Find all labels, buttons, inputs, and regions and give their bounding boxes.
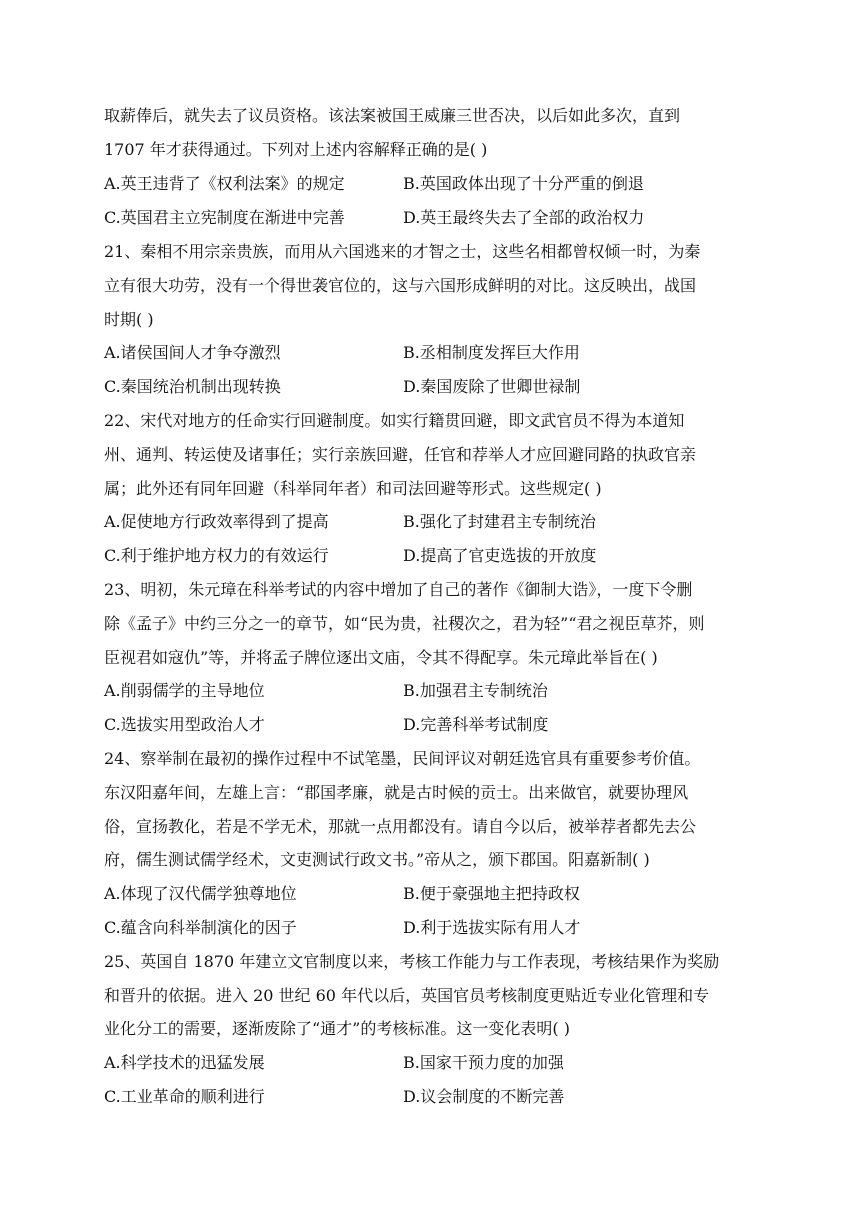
q23-option-b: B.加强君主专制统治 (403, 681, 548, 700)
q20-option-b: B.英国政体出现了十分严重的倒退 (403, 174, 644, 193)
q20-option-d: D.英王最终失去了全部的政治权力 (403, 208, 645, 227)
q21-text-line-3: 时期( ) (104, 310, 154, 329)
q24-option-b: B.便于豪强地主把持政权 (403, 884, 580, 903)
q21-option-b: B.丞相制度发挥巨大作用 (403, 343, 580, 362)
q21-option-c: C.秦国统治机制出现转换 (104, 377, 281, 396)
q23-text-line-3: 臣视君如寇仇”等，并将孟子牌位逐出文庙，令其不得配享。朱元璋此举旨在( ) (104, 648, 658, 667)
q25-text-line-3: 业化分工的需要，逐渐废除了“通才”的考核标准。这一变化表明( ) (104, 1019, 570, 1038)
q21-option-d: D.秦国废除了世卿世禄制 (403, 377, 581, 396)
q24-option-c: C.蕴含向科举制演化的因子 (104, 918, 297, 937)
q21-text-line-2: 立有很大功劳，没有一个得世袭官位的，这与六国形成鲜明的对比。这反映出，战国 (104, 276, 697, 295)
q20-option-a: A.英王违背了《权利法案》的规定 (104, 174, 345, 193)
q24-option-a: A.体现了汉代儒学独尊地位 (104, 884, 297, 903)
q24-text-line-4: 府，儒生测试儒学经术，文吏测试行政文书。”帝从之，颁下郡国。阳嘉新制( ) (104, 850, 650, 869)
q24-text-line-2: 东汉阳嘉年间，左雄上言：“郡国孝廉，就是古时候的贡士。出来做官，就要协理风 (104, 783, 689, 802)
q22-text-line-1: 22、宋代对地方的任命实行回避制度。如实行籍贯回避，即文武官员不得为本道知 (104, 411, 685, 430)
q20-option-c: C.英国君主立宪制度在渐进中完善 (104, 208, 345, 227)
q22-option-b: B.强化了封建君主专制统治 (403, 512, 596, 531)
q23-option-c: C.选拔实用型政治人才 (104, 715, 265, 734)
q21-option-a: A.诸侯国间人才争夺激烈 (104, 343, 281, 362)
q23-option-d: D.完善科举考试制度 (403, 715, 549, 734)
q24-option-d: D.利于选拔实际有用人才 (403, 918, 581, 937)
q23-text-line-1: 23、明初，朱元璋在科举考试的内容中增加了自己的著作《御制大诰》，一度下令删 (104, 580, 693, 599)
q22-text-line-2: 州、通判、转运使及诸事任；实行亲族回避，任官和荐举人才应回避同路的执政官亲 (104, 445, 697, 464)
q25-text-line-2: 和晋升的依据。进入 20 世纪 60 年代以后，英国官员考核制度更贴近专业化管理和专 (104, 986, 710, 1005)
q23-option-a: A.削弱儒学的主导地位 (104, 681, 265, 700)
q25-option-d: D.议会制度的不断完善 (403, 1087, 565, 1106)
q24-text-line-3: 俗，宣扬教化，若是不学无术，那就一点用都没有。请自今以后，被举荐者都先去公 (104, 817, 697, 836)
q25-option-b: B.国家干预力度的加强 (403, 1053, 564, 1072)
q22-option-d: D.提高了官吏选拔的开放度 (403, 546, 597, 565)
q20-text-line-3: 1707 年才获得通过。下列对上述内容解释正确的是( ) (104, 140, 488, 159)
q25-text-line-1: 25、英国自 1870 年建立文官制度以来，考核工作能力与工作表现，考核结果作为奖励 (104, 952, 720, 971)
q23-text-line-2: 除《孟子》中约三分之一的章节，如“民为贵，社稷次之，君为轻”“君之视臣草芥，则 (104, 614, 705, 633)
q25-option-a: A.科学技术的迅猛发展 (104, 1053, 265, 1072)
q22-option-a: A.促使地方行政效率得到了提高 (104, 512, 329, 531)
q21-text-line-1: 21、秦相不用宗亲贵族，而用从六国逃来的才智之士，这些名相都曾权倾一时，为秦 (104, 242, 701, 261)
q24-text-line-1: 24、察举制在最初的操作过程中不试笔墨，民间评议对朝廷选官具有重要参考价值。 (104, 749, 701, 768)
q22-text-line-3: 属；此外还有同年回避（科举同年者）和司法回避等形式。这些规定( ) (104, 479, 602, 498)
q22-option-c: C.利于维护地方权力的有效运行 (104, 546, 329, 565)
q20-text-line-2: 取薪俸后，就失去了议员资格。该法案被国王威廉三世否决，以后如此多次，直到 (104, 106, 681, 125)
q25-option-c: C.工业革命的顺利进行 (104, 1087, 265, 1106)
